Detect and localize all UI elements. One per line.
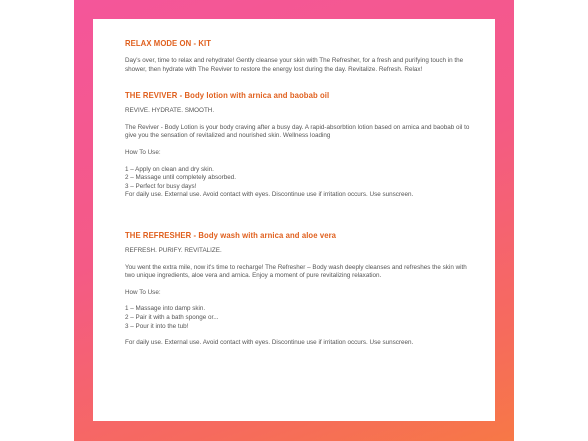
refresher-description: You went the extra mile, now it's time to recharge! The Refresher – Body wash deeply cleanses and refreshes the skin with two unique ingredients, aloe vera and arnica. Enjoy a moment of pure revitalizing relaxation.	[125, 263, 467, 280]
gradient-frame	[74, 0, 514, 441]
reviver-title: THE REVIVER - Body lotion with arnica and baobab oil	[125, 90, 330, 101]
reviver-description: The Reviver - Body Lotion is your body craving after a busy day. A rapid-absorbtion lotion based on arnica and baobab oil to give you the sensation of revitalized and nourished skin. Wellness loading	[125, 123, 470, 140]
reviver-steps	[125, 166, 475, 200]
refresher-title: THE REFRESHER - Body wash with arnica and aloe vera	[125, 229, 337, 240]
refresher-how-to-use-label: How To Use:	[125, 288, 161, 296]
kit-title: RELAX MODE ON - KIT	[125, 38, 212, 48]
product-description-card	[93, 19, 495, 421]
kit-intro: Day's over, time to relax and rehydrate! Gently cleanse your skin with The Refresher, for a fresh and purifying touch in the shower, then hydrate with The Reviver to restore the energy lost during the day. Revitalize. Refresh. Relax!	[125, 57, 464, 73]
list-item: 2 – Pair it with a bath sponge or...	[125, 313, 219, 321]
refresher-steps	[125, 305, 475, 331]
reviver-tagline: REVIVE. HYDRATE. SMOOTH.	[125, 107, 215, 115]
list-item: 3 – Pour it into the tub!	[125, 322, 189, 330]
reviver-warning: For daily use. External use. Avoid contact with eyes. Discontinue use if irritation occurs. Use sunscreen.	[125, 191, 414, 199]
refresher-warning: For daily use. External use. Avoid contact with eyes. Discontinue use if irritation occurs. Use sunscreen.	[125, 339, 414, 347]
reviver-how-to-use-label: How To Use:	[125, 148, 161, 156]
list-item: 1 – Massage into damp skin.	[125, 305, 206, 313]
list-item: 3 – Perfect for busy days!	[125, 182, 197, 190]
list-item: 1 – Apply on clean and dry skin.	[125, 165, 214, 173]
refresher-tagline: REFRESH. PURIFY. REVITALIZE.	[125, 246, 222, 254]
list-item: 2 – Massage until completely absorbed.	[125, 174, 236, 182]
